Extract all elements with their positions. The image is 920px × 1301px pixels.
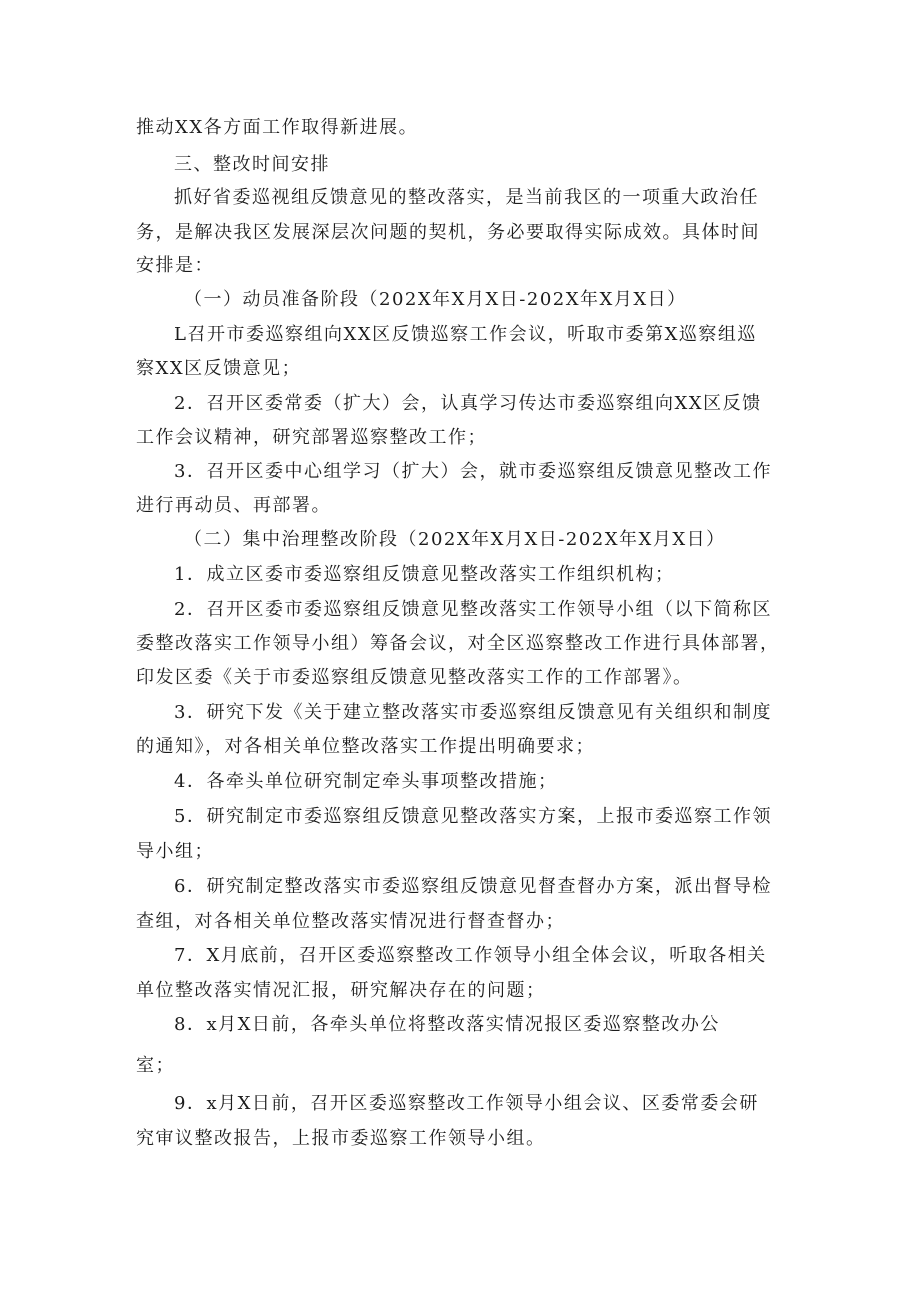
text-line: 抓好省委巡视组反馈意见的整改落实，是当前我区的一项重大政治任 — [174, 187, 759, 208]
text-line: 单位整改落实情况汇报，研究解决存在的问题； — [136, 980, 546, 1001]
text-line: 推动XX各方面工作取得新进展。 — [136, 117, 419, 138]
subsection-heading: （一）动员准备阶段（202X年X月X日-202X年X月X日） — [184, 289, 687, 310]
text-line: 印发区委《关于市委巡察组反馈意见整改落实工作的工作部署》。 — [136, 667, 693, 688]
section-heading: 三、整改时间安排 — [174, 154, 330, 175]
text-line: 室； — [136, 1055, 175, 1076]
text-line: 3．研究下发《关于建立整改落实市委巡察组反馈意见有关组织和制度 — [174, 702, 772, 723]
text-line: 进行再动员、再部署。 — [136, 495, 331, 516]
text-line: 究审议整改报告，上报市委巡察工作领导小组。 — [136, 1128, 546, 1149]
text-line: 察XX区反馈意见； — [136, 358, 302, 379]
text-line: 5．研究制定市委巡察组反馈意见整改落实方案，上报市委巡察工作领 — [174, 806, 772, 827]
text-line: 6．研究制定整改落实市委巡察组反馈意见督查督办方案，派出督导检 — [174, 876, 772, 897]
text-line: 委整改落实工作领导小组）筹备会议，对全区巡察整改工作进行具体部署， — [136, 633, 780, 654]
text-line: 工作会议精神，研究部署巡察整改工作； — [136, 427, 487, 448]
text-line: 导小组； — [136, 841, 214, 862]
text-line: 7．X月底前，召开区委巡察整改工作领导小组全体会议，听取各相关 — [174, 945, 767, 966]
text-line: 8．x月X日前，各牵头单位将整改落实情况报区委巡察整改办公 — [174, 1014, 720, 1035]
text-line: 1．成立区委市委巡察组反馈意见整改落实工作组织机构； — [174, 564, 675, 585]
text-line: 9．x月X日前，召开区委巡察整改工作领导小组会议、区委常委会研 — [174, 1093, 759, 1114]
text-line: 2．召开区委市委巡察组反馈意见整改落实工作领导小组（以下简称区 — [174, 599, 772, 620]
text-line: 3．召开区委中心组学习（扩大）会，就市委巡察组反馈意见整改工作 — [174, 461, 772, 482]
text-line: L召开市委巡察组向XX区反馈巡察工作会议，听取市委第X巡察组巡 — [174, 324, 757, 345]
text-line: 安排是： — [136, 255, 214, 276]
subsection-heading: （二）集中治理整改阶段（202X年X月X日-202X年X月X日） — [184, 529, 726, 550]
text-line: 2．召开区委常委（扩大）会，认真学习传达市委巡察组向XX区反馈 — [174, 393, 762, 414]
text-line: 的通知》，对各相关单位整改落实工作提出明确要求； — [136, 736, 595, 757]
text-line: 查组，对各相关单位整改落实情况进行督查督办； — [136, 911, 565, 932]
text-line: 务，是解决我区发展深层次问题的契机，务必要取得实际成效。具体时间 — [136, 222, 760, 243]
text-line: 4．各牵头单位研究制定牵头事项整改措施； — [174, 771, 558, 792]
